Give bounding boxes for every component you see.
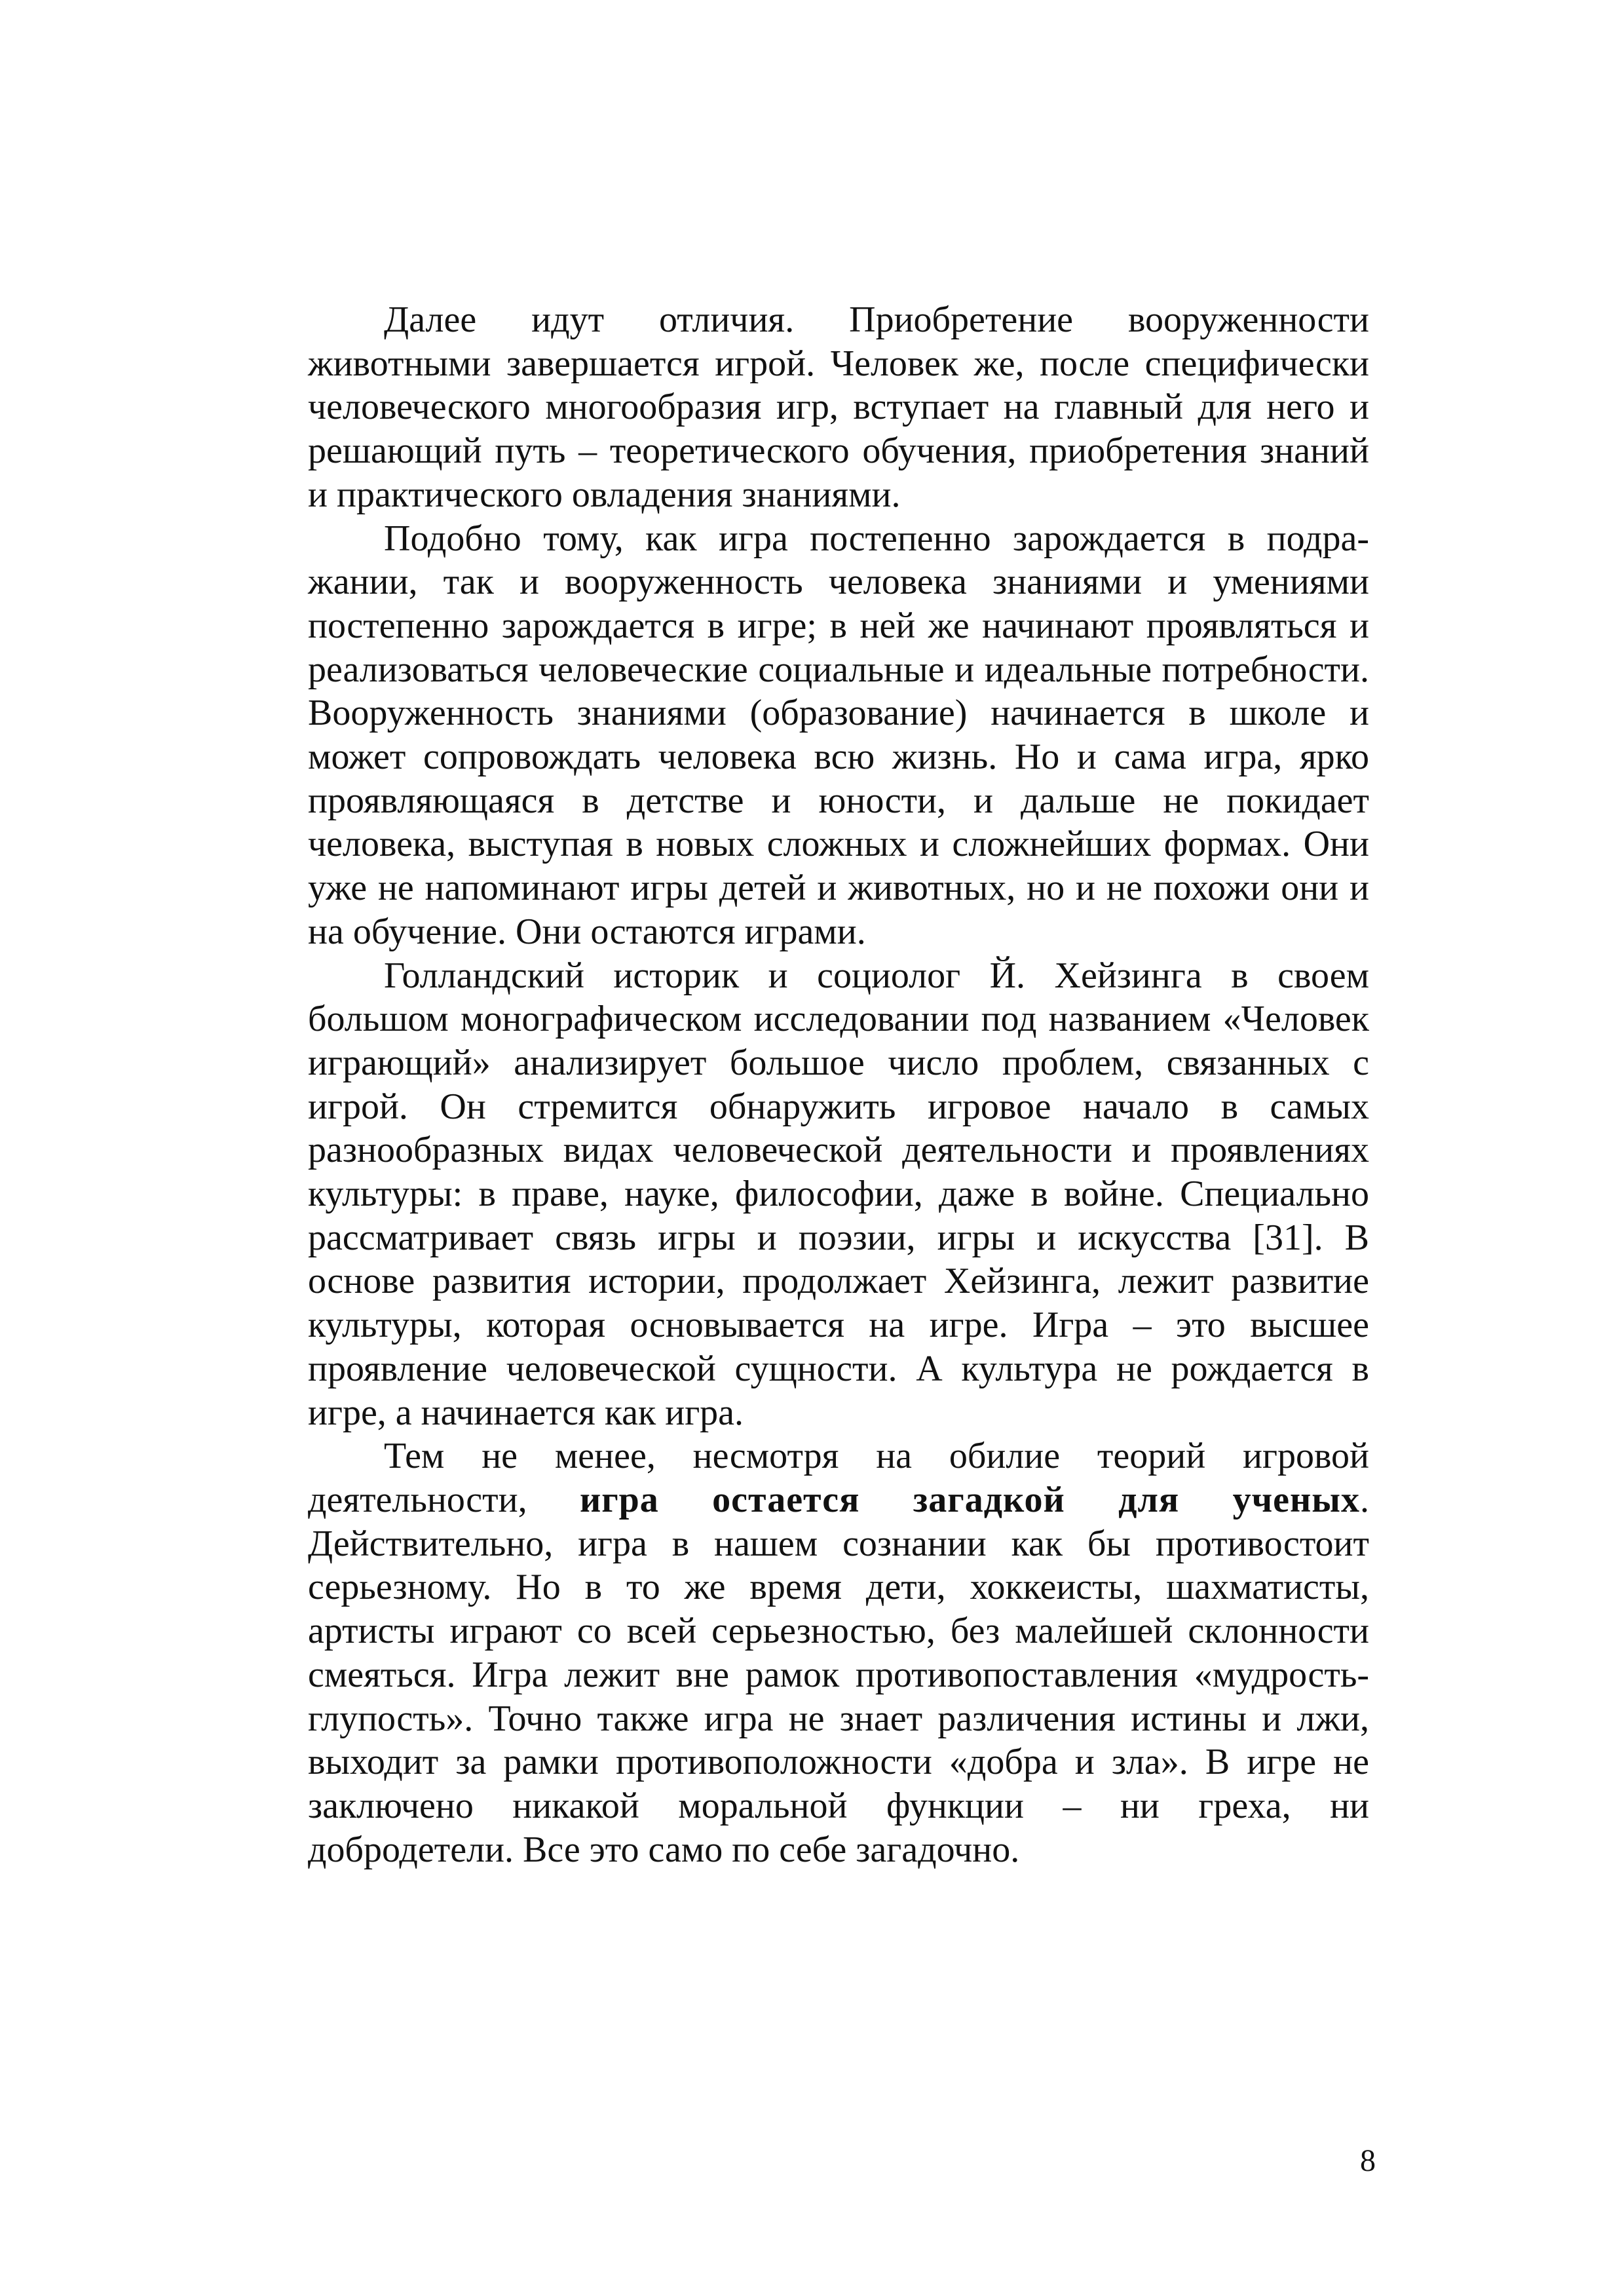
paragraph-mystery [308,1434,1369,1871]
body-text [308,298,1369,1871]
paragraph-differences: Далее идут отличия. Приобретение вооруженности животными завершается игрой. Человек же, после специфически человеческого многообразия игр, вступает на главный для него и решающий путь – теоретического обучения, приобретения знаний и практического овладения знаниями. [308,299,1369,515]
paragraph-mystery-end: . Действительно, игра в нашем сознании как бы противостоит серьезному. Но в то же время дети, хоккеисты, шахматисты, артисты играют со всей серьезностью, без малейшей склонности смеяться. Игра лежит вне рамок противопоставления «мудрость-глупость». Точно также игра не знает различения истины и лжи, выходит за рамки противоположности «добра и зла». В игре не заключено никакой моральной функции – ни греха, ни добродетели. Все это само по себе загадочно. [308,1479,1370,1870]
paragraph-imitation: Подобно тому, как игра постепенно зарождается в подражании, так и вооруженность человека знаниями и умениями постепенно зарождается в игре; в ней же начинают проявляться и реализоваться человеческие социальные и идеальные потребности. Вооруженность знаниями (образование) начинается в школе и может сопровождать человека всю жизнь. Но и сама игра, ярко проявляющаяся в детстве и юности, и дальше не покидает человека, выступая в новых сложных и сложнейших формах. Они уже не напоминают игры детей и животных, но и не похожи они и на обучение. Они остаются играми. [308,518,1369,952]
emphasis-play-mystery: игра остается загадкой для ученых [579,1479,1361,1520]
paragraph-huizinga: Голландский историк и социолог Й. Хейзинга в своем большом монографическом исследовании под названием «Человек играющий» анализирует большое число проблем, связанных с игрой. Он стремится обнаружить игровое начало в самых разнообразных видах человеческой деятельности и проявлениях культуры: в праве, науке, философии, даже в войне. Специально рассматривает связь игры и поэзии, игры и искусства [31]. В основе развития истории, продолжает Хейзинга, лежит развитие культуры, которая основывается на игре. Игра – это высшее проявление человеческой сущности. А культура не рождается в игре, а начинается как игра. [308,955,1369,1433]
page-number: 8 [1360,2143,1376,2178]
paragraph-mystery-start: Тем не менее, несмотря на обилие теорий игровой деятельности, [308,1436,1369,1520]
